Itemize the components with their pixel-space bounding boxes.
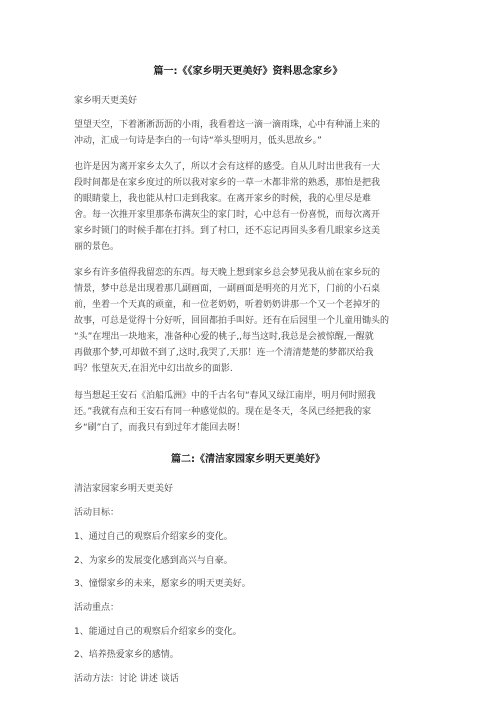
paragraph-line: 的眼睛蒙上，我也能从村口走到我家。在离开家乡的时候，我的心里尽是难 — [74, 194, 372, 204]
paragraph-line: 乡“刷”白了，而我只有到过年才能回去呀！ — [74, 423, 246, 433]
paragraph-line: 家乡时锁门的时候手都在打抖。到了村口，还不忘记再回头多看几眼家乡这美 — [74, 226, 381, 236]
focus-item: 1、能通过自己的观察后介绍家乡的变化。 — [74, 627, 242, 637]
paragraph-line: 前，坐着一个天真的顽童，和一位老奶奶，听着奶奶讲那一个又一个老掉牙的 — [74, 300, 381, 310]
paragraph-line: 也许是因为离开家乡太久了，所以才会有这样的感受。自从儿时出世我有一大 — [74, 162, 381, 172]
paragraph-line: 舍。每一次推开家里那条布满灰尘的家门时，心中总有一份喜悦，而每次离开 — [74, 210, 381, 220]
focus-heading: 活动重点： — [74, 603, 120, 613]
goal-item: 1、通过自己的观察后介绍家乡的变化。 — [74, 532, 233, 542]
paragraph-line: 还。”我就有点和王安石有同一种感觉似的。现在是冬天，冬风已经把我的家 — [74, 407, 372, 417]
article-two-title: 篇二:《清洁家园家乡明天更美好》 — [171, 454, 325, 465]
paragraph-1 — [74, 117, 424, 149]
paragraph-4 — [74, 388, 424, 436]
paragraph-line: 每当想起王安石《泊船瓜洲》中的千古名句“春风又绿江南岸，明月何时照我 — [74, 391, 376, 401]
goal-item: 2、为家乡的发展变化感到高兴与自豪。 — [74, 556, 233, 566]
paragraph-3 — [74, 265, 424, 377]
paragraph-line: 望望天空，下着淅淅沥沥的小雨，我看着这一滴一滴雨珠，心中有种涌上来的 — [74, 120, 381, 130]
focus-item: 2、培养热爱家乡的感情。 — [74, 650, 179, 660]
paragraph-line: 段时间都是在家乡度过的所以我对家乡的一草一木都非常的熟悉，那怕是把我 — [74, 178, 381, 188]
article-one-title: 篇一:《《家乡明天更美好》资料思念家乡》 — [153, 66, 343, 77]
paragraph-line: 再做那个梦,可却做不到了,这时,我哭了,天那！连一个清清楚楚的梦都厌给我 — [74, 348, 374, 358]
paragraph-line: “头”在埋出一块地来，准备种心爱的桃子,,每当这时,我总是会被惊醒,一醒就 — [74, 332, 374, 342]
paragraph-line: 故事，可总是觉得十分好听，回回都拍手叫好。还有在后园里一个儿童用锄头的 — [74, 316, 390, 326]
method-line: 活动方法：讨论 讲述 谈话 — [74, 674, 179, 684]
article-one-subtitle: 家乡明天更美好 — [74, 96, 138, 106]
article-two-subtitle: 清洁家园家乡明天更美好 — [74, 484, 174, 494]
paragraph-line: 丽的景色。 — [74, 242, 120, 252]
paragraph-line: 冲动，汇成一句诗是李白的一句诗“举头望明月，低头思故乡。” — [74, 136, 322, 146]
paragraph-line: 家乡有许多值得我留恋的东西。每天晚上想到家乡总会梦见我从前在家乡玩的 — [74, 268, 381, 278]
paragraph-line: 情景，梦中总是出现着那几副画面，一副画面是明亮的月光下，门前的小石桌 — [74, 284, 381, 294]
goals-heading: 活动目标： — [74, 508, 120, 518]
paragraph-2 — [74, 159, 424, 255]
paragraph-line: 吗？怅望灰天,在泪光中幻出故乡的面影. — [74, 364, 233, 374]
goal-item: 3、憧憬家乡的未来，愿家乡的明天更美好。 — [74, 579, 251, 589]
